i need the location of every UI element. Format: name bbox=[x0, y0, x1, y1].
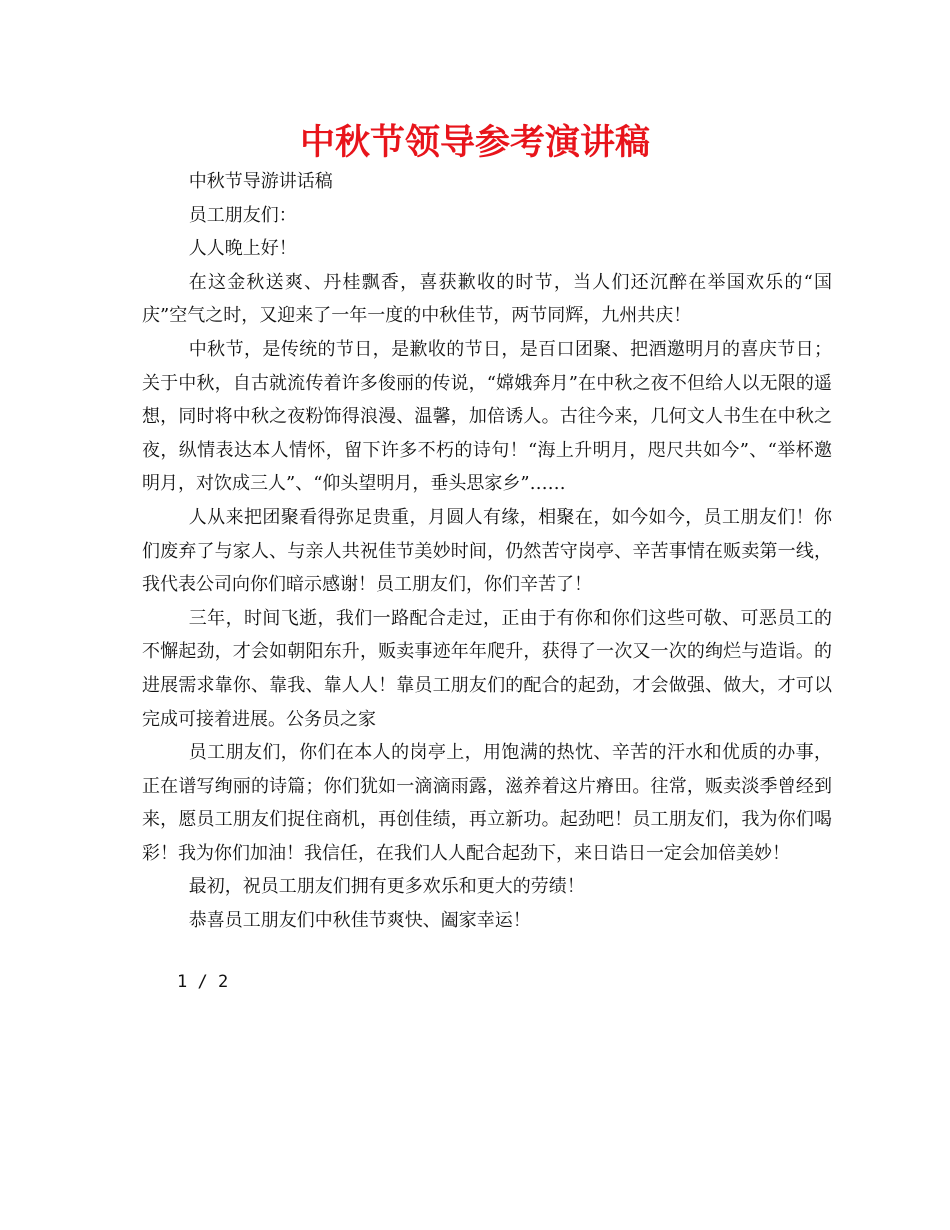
paragraph: 在这金秋送爽、丹桂飘香，喜获歉收的时节，当人们还沉醉在举国欢乐的“国庆”空气之时，又迎来了一年一度的中秋佳节，两节同辉，九州共庆！ bbox=[142, 271, 832, 327]
paragraph-subtitle: 中秋节导游讲话稿 bbox=[188, 171, 333, 192]
document-title: 中秋节领导参考演讲稿 bbox=[299, 123, 650, 163]
paragraph: 中秋节，是传统的节日，是歉收的节日，是百口团聚、把酒邀明月的喜庆节日；关于中秋，自古就流传着许多俊丽的传说，“嫦娥奔月”在中秋之夜不但给人以无限的遥想，同时将中秋之夜粉饰得浪漫、温馨，加倍诱人。古往今来，几何文人书生在中秋之夜，纵情表达本人情怀，留下许多不朽的诗句！“海上升明月，咫尺共如今”、“举杯邀明月，对饮成三人”、“仰头望明月，垂头思家乡”…… bbox=[142, 338, 832, 495]
paragraph: 三年，时间飞逝，我们一路配合走过，正由于有你和你们这些可敬、可恶员工的不懈起劲，才会如朝阳东升，贩卖事迹年年爬升，获得了一次又一次的绚烂与造诣。的进展需求靠你、靠我、靠人人！靠员工朋友们的配合的起劲，才会做强、做大，才可以完成可接着进展。公务员之家 bbox=[142, 607, 832, 730]
document-body bbox=[142, 165, 832, 938]
paragraph: 最初，祝员工朋友们拥有更多欢乐和更大的劳绩！ bbox=[188, 876, 585, 898]
paragraph-salutation: 员工朋友们： bbox=[188, 204, 297, 226]
page-number: 1 / 2 bbox=[177, 972, 229, 992]
paragraph: 员工朋友们，你们在本人的岗亭上，用饱满的热忱、辛苦的汗水和优质的办事，正在谱写绚丽的诗篇；你们犹如一滴滴雨露，滋养着这片瘠田。往常，贩卖淡季曾经到来，愿员工朋友们捉住商机，再创佳绩，再立新功。起劲吧！员工朋友们，我为你们喝彩！我为你们加油！我信任，在我们人人配合起劲下，来日诰日一定会加倍美妙！ bbox=[142, 742, 832, 864]
paragraph: 人从来把团聚看得弥足贵重，月圆人有缘，相聚在，如今如今，员工朋友们！你们废弃了与家人、与亲人共祝佳节美妙时间，仍然苦守岗亭、辛苦事情在贩卖第一线，我代表公司向你们暗示感谢！员工朋友们，你们辛苦了！ bbox=[142, 506, 832, 596]
paragraph-closing: 恭喜员工朋友们中秋佳节爽快、阖家幸运！ bbox=[188, 910, 531, 932]
paragraph-greeting: 人人晚上好！ bbox=[188, 238, 297, 260]
